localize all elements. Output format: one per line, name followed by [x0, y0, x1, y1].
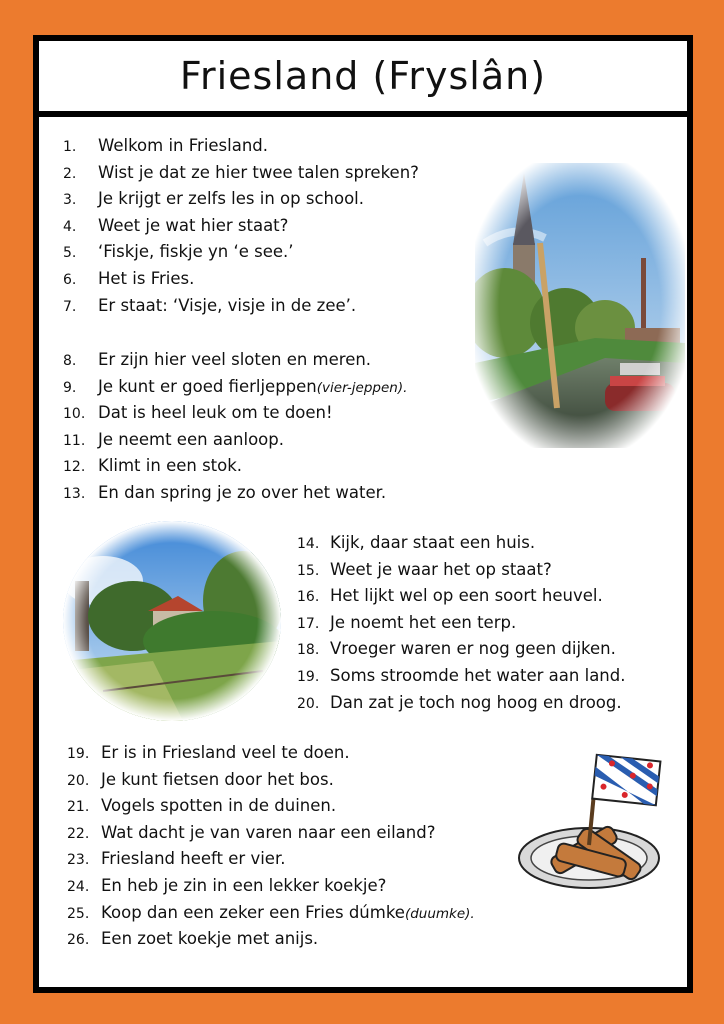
sentence-number: 3. [63, 192, 77, 209]
sentence-line [63, 163, 419, 190]
sentence-number: 19. [297, 668, 320, 685]
sentence-line [67, 849, 475, 876]
worksheet [33, 35, 693, 993]
sentence-line [67, 743, 475, 770]
sentence-line [297, 533, 625, 560]
pronunciation-hint: (duumke). [404, 905, 475, 922]
sentence-text: Het is Fries. [98, 268, 195, 288]
sentence-text: Dan zat je toch nog hoog en droog. [330, 692, 622, 712]
sentence-text: En dan spring je zo over het water. [98, 482, 387, 502]
sentence-line [63, 189, 419, 216]
sentence-number: 13. [63, 485, 86, 502]
sentence-line [63, 403, 407, 430]
sentence-number: 4. [63, 218, 77, 235]
sentence-text: En heb je zin in een lekker koekje? [101, 875, 387, 895]
sentence-number: 21. [67, 799, 90, 816]
sentence-number: 10. [63, 406, 86, 423]
sentence-text: ‘Fiskje, fiskje yn ‘e see.’ [98, 242, 294, 262]
sentence-number: 5. [63, 245, 77, 262]
sentence-number: 11. [63, 432, 86, 449]
sentence-text: Weet je wat hier staat? [98, 215, 289, 235]
sentence-number: 25. [67, 905, 90, 922]
sentence-number: 9. [63, 379, 77, 396]
sentence-text: Vogels spotten in de duinen. [101, 796, 337, 816]
sentence-text: Je kunt fietsen door het bos. [101, 769, 334, 789]
sentence-line [63, 430, 407, 457]
sentence-line [63, 242, 419, 269]
sentence-text: Vroeger waren er nog geen dijken. [330, 639, 616, 659]
sentence-number: 23. [67, 852, 90, 869]
sentence-line [63, 296, 419, 323]
sentence-line [67, 929, 475, 956]
pronunciation-hint: (vier-jeppen). [316, 379, 408, 396]
sentence-text: Je krijgt er zelfs les in op school. [98, 189, 365, 209]
sentence-number: 1. [63, 139, 77, 155]
sentence-line [63, 269, 419, 296]
page-title: Friesland (Fryslân) [179, 54, 547, 98]
sentence-text: Klimt in een stok. [98, 456, 243, 476]
sentence-text: Wist je dat ze hier twee talen spreken? [98, 162, 419, 182]
sentence-line [63, 483, 407, 510]
sentence-line [63, 377, 407, 404]
sentence-text: Soms stroomde het water aan land. [330, 665, 626, 685]
sentence-line [297, 613, 625, 640]
section-2-list [63, 350, 407, 510]
title-bar [39, 41, 687, 117]
sentence-text: Friesland heeft er vier. [101, 849, 286, 869]
sentence-line [63, 456, 407, 483]
flag-and-cookies-illustration [514, 753, 664, 903]
sentence-number: 17. [297, 615, 320, 632]
sentence-text: Wat dacht je van varen naar een eiland? [101, 822, 436, 842]
sentence-number: 15. [297, 562, 320, 579]
sentence-number: 20. [297, 695, 320, 712]
canal-church-photo [475, 163, 685, 448]
section-1-list [63, 136, 419, 322]
section-3-list [297, 533, 625, 719]
sentence-text: Het lijkt wel op een soort heuvel. [330, 586, 603, 606]
sentence-text: Een zoet koekje met anijs. [101, 929, 319, 949]
sentence-line [297, 666, 625, 693]
sentence-line [297, 586, 625, 613]
sentence-text: Er staat: ‘Visje, visje in de zee’. [98, 295, 357, 315]
sentence-line [63, 136, 419, 163]
sentence-text: Dat is heel leuk om te doen! [98, 403, 333, 423]
sentence-line [67, 796, 475, 823]
sentence-line [63, 350, 407, 377]
sentence-number: 18. [297, 642, 320, 659]
sentence-line [297, 639, 625, 666]
sentence-number: 2. [63, 165, 77, 182]
sentence-number: 19. [67, 746, 90, 762]
sentence-number: 26. [67, 932, 90, 949]
sentence-line [297, 693, 625, 720]
terp-village-photo [63, 521, 281, 721]
sentence-text: Er zijn hier veel sloten en meren. [98, 350, 372, 369]
sentence-number: 7. [63, 298, 77, 315]
sentence-number: 22. [67, 825, 90, 842]
sentence-number: 24. [67, 878, 90, 895]
sentence-line [67, 876, 475, 903]
sentence-line [67, 770, 475, 797]
sentence-text: Je neemt een aanloop. [98, 429, 284, 449]
sentence-line [67, 903, 475, 930]
sentence-number: 20. [67, 772, 90, 789]
sentence-line [63, 216, 419, 243]
sentence-number: 6. [63, 271, 77, 288]
sentence-text: Kijk, daar staat een huis. [330, 533, 536, 552]
sentence-text: Je kunt er goed fierljeppen [98, 376, 317, 396]
sentence-text: Welkom in Friesland. [98, 136, 269, 155]
sentence-text: Koop dan een zeker een Fries dúmke [101, 902, 405, 922]
sentence-number: 12. [63, 459, 86, 476]
sentence-text: Er is in Friesland veel te doen. [101, 743, 350, 762]
sentence-number: 14. [297, 536, 320, 552]
sentence-line [297, 560, 625, 587]
sentence-number: 16. [297, 589, 320, 606]
sentence-number: 8. [63, 353, 77, 369]
sentence-text: Je noemt het een terp. [330, 612, 517, 632]
sentence-text: Weet je waar het op staat? [330, 559, 552, 579]
sentence-line [67, 823, 475, 850]
section-4-list [67, 743, 475, 956]
